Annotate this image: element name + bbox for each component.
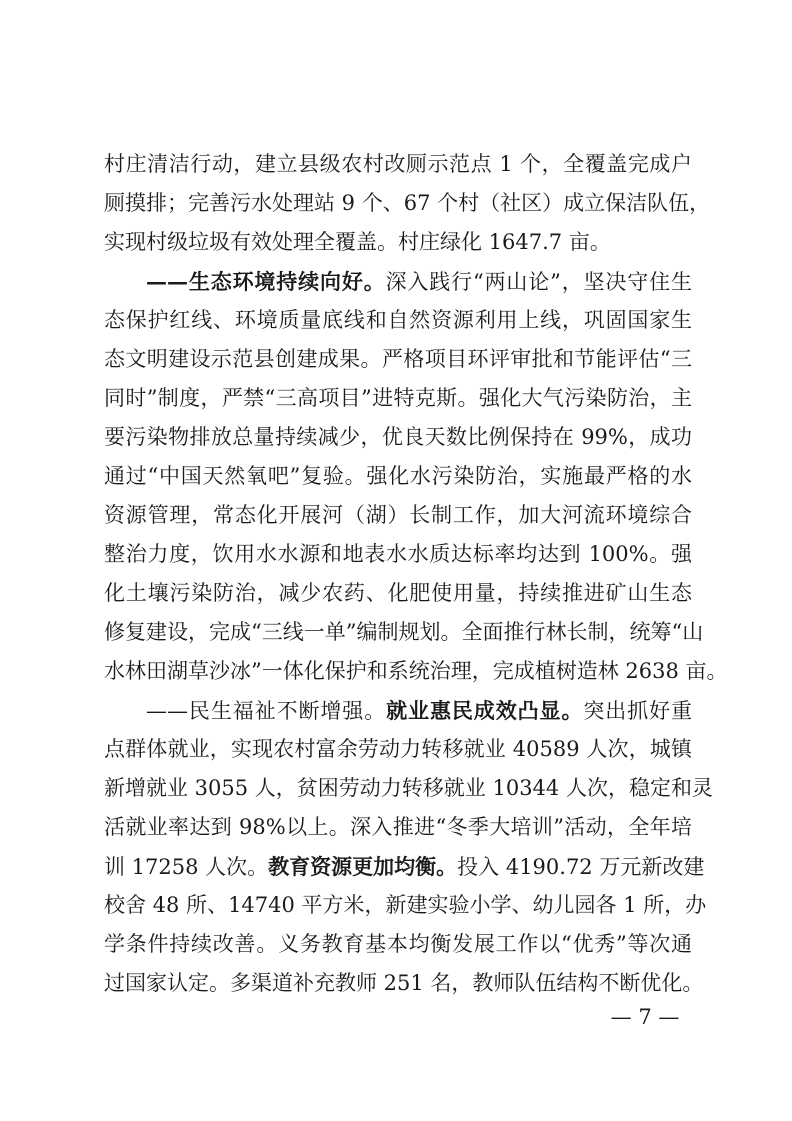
text-line: 校舍 48 所、14740 平方米，新建实验小学、幼儿园各 1 所，办 <box>104 893 707 917</box>
text-line: 整治力度，饮用水水源和地表水水质达标率均达到 100%。强 <box>104 542 692 566</box>
text-line: 修复建设，完成“三线一单”编制规划。全面推行林长制，统筹“山 <box>104 620 704 644</box>
text-line: 态保护红线、环境质量底线和自然资源利用上线，巩固国家生 <box>104 308 692 332</box>
body-text <box>104 145 728 1003</box>
text-line: 化土壤污染防治，减少农药、化肥使用量，持续推进矿山生态 <box>104 581 692 605</box>
text-run: 投入 4190.72 万元新改建 <box>457 855 705 879</box>
text-run: 深入践行“两山论”，坚决守住生 <box>385 270 693 294</box>
text-line: 点群体就业，实现农村富余劳动力转移就业 40589 人次，城镇 <box>104 737 692 761</box>
section-lead-wellbeing: ——民生福祉不断增强。 <box>146 699 387 723</box>
section-heading-ecology: ——生态环境持续向好。 <box>146 269 386 294</box>
text-run: 训 17258 人次。 <box>104 855 269 879</box>
text-line: 过国家认定。多渠道补充教师 251 名，教师队伍结构不断优化。 <box>104 971 704 995</box>
text-line: 实现村级垃圾有效处理全覆盖。村庄绿化 1647.7 亩。 <box>104 230 611 254</box>
text-line: 学条件持续改善。义务教育基本均衡发展工作以“优秀”等次通 <box>104 932 692 956</box>
text-line: 活就业率达到 98%以上。深入推进“冬季大培训”活动，全年培 <box>104 815 692 839</box>
text-line <box>104 262 692 301</box>
text-line: 新增就业 3055 人，贫困劳动力转移就业 10344 人次，稳定和灵 <box>104 776 713 800</box>
text-line: 村庄清洁行动，建立县级农村改厕示范点 1 个，全覆盖完成户 <box>104 152 692 176</box>
text-run: 突出抓好重 <box>583 699 693 723</box>
page-number: — 7 — <box>610 1005 680 1029</box>
text-line: 要污染物排放总量持续减少，优良天数比例保持在 99%，成功 <box>104 425 692 449</box>
text-line <box>104 847 705 886</box>
text-line: 态文明建设示范县创建成果。严格项目环评审批和节能评估“三 <box>104 347 692 371</box>
subheading-education: 教育资源更加均衡。 <box>268 854 458 879</box>
text-line <box>104 691 692 730</box>
text-line: 厕摸排；完善污水处理站 9 个、67 个村（社区）成立保洁队伍， <box>104 191 711 215</box>
text-line: 通过“中国天然氧吧”复验。强化水污染防治，实施最严格的水 <box>104 464 692 488</box>
subheading-employment: 就业惠民成效凸显。 <box>386 698 584 723</box>
text-line: 水林田湖草沙冰”一体化保护和系统治理，完成植树造林 2638 亩。 <box>104 659 728 683</box>
text-line: 资源管理，常态化开展河（湖）长制工作，加大河流环境综合 <box>104 503 692 527</box>
text-line: 同时”制度，严禁“三高项目”进特克斯。强化大气污染防治，主 <box>104 386 692 410</box>
